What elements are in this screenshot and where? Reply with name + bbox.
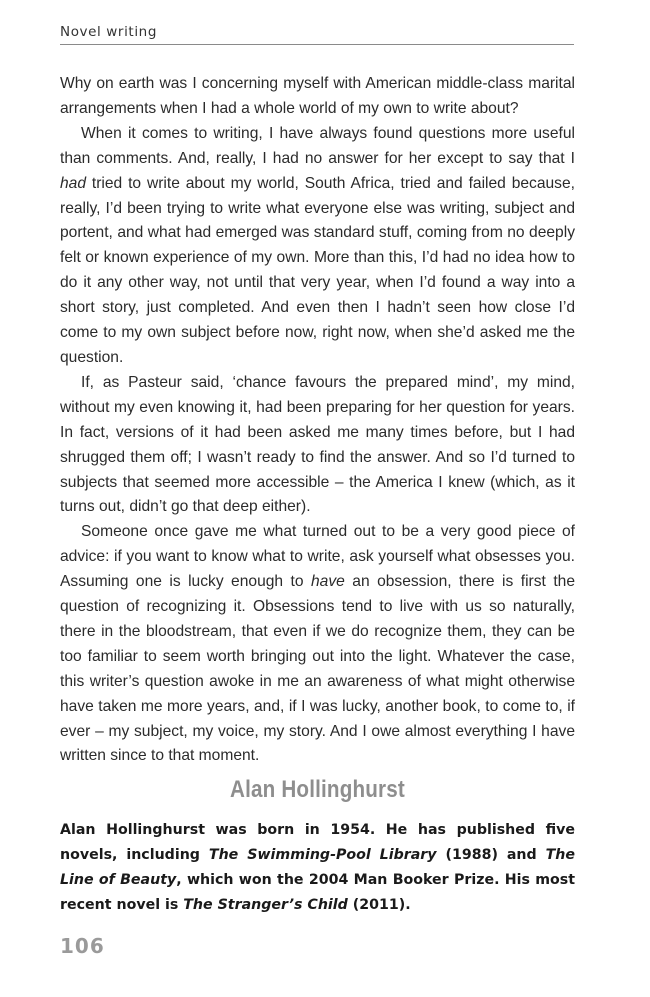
paragraph-4-text-b: an obsession, there is first the question of recognizing it. Obsessions tend to live with us so naturally, there in the bloodstream, that even if we do recognize them, they can be too familiar to seem worth bringing out into the light. Whatever the case, this writer’s question awoke in me an awareness of what might otherwise have taken me more years, and, if I was lucky, another book, to come to, if ever – my subject, my voice, my story. And I owe almost everything I have written since to that moment. [60,573,575,765]
running-header [60,24,574,45]
paragraph-4-emphasis: have [311,573,345,591]
paragraph-2-text-a: When it comes to writing, I have always found questions more useful than comments. And, really, I had no answer for her except to say that I [60,124,575,167]
author-bio-paragraph [60,818,575,918]
paragraph-4-text-a: Someone once gave me what turned out to be a very good piece of advice: if you want to know what to write, ask yourself what obsesses you. Assuming one is lucky enough to [60,523,575,591]
bio-text-2: (1988) and [436,847,546,863]
author-heading: Alan Hollinghurst [230,776,405,803]
author-bio [60,818,575,918]
essay-body [60,72,575,769]
page-number: 106 [60,934,105,958]
paragraph-1 [60,72,575,122]
bio-text-1: Alan Hollinghurst was born in 1954. He has published five novels, including [60,822,575,863]
bio-text-3: , which won the 2004 Man Booker Prize. His most recent novel is [60,872,575,913]
paragraph-3 [60,371,575,520]
paragraph-1-text: Why on earth was I concerning myself with American middle-class marital arrangements when I had a whole world of my own to write about? [60,75,575,117]
bio-book-title-3: The Stranger’s Child [183,897,348,913]
bio-book-title-1: The Swimming-Pool Library [208,847,437,863]
running-title: Novel writing [60,24,158,40]
paragraph-2 [60,122,575,371]
paragraph-2-text-b: tried to write about my world, South Africa, tried and failed because, really, I’d been trying to write what everyone else was writing, subject and portent, and what had emerged was standard stuff, coming from no deeply felt or known experience of my own. More than this, I’d had no idea how to do it any other way, not until that very year, when I’d found a way into a short story, just completed. And even then I hadn’t seen how close I’d come to my own subject before now, right now, when she’d asked me the question. [60,174,575,366]
paragraph-4 [60,520,575,769]
paragraph-2-emphasis: had [60,174,87,192]
bio-book-title-2: The Line of Beauty [60,847,576,888]
paragraph-3-text: If, as Pasteur said, ‘chance favours the prepared mind’, my mind, without my even knowing it, had been preparing for her question for years. In fact, versions of it had been asked me many times before, but I had shrugged them off; I wasn’t ready to find the answer. And so I’d turned to subjects that seemed more accessible – the America I knew (which, as it turns out, didn’t go that deep either). [60,373,575,516]
bio-text-4: (2011). [347,897,411,913]
